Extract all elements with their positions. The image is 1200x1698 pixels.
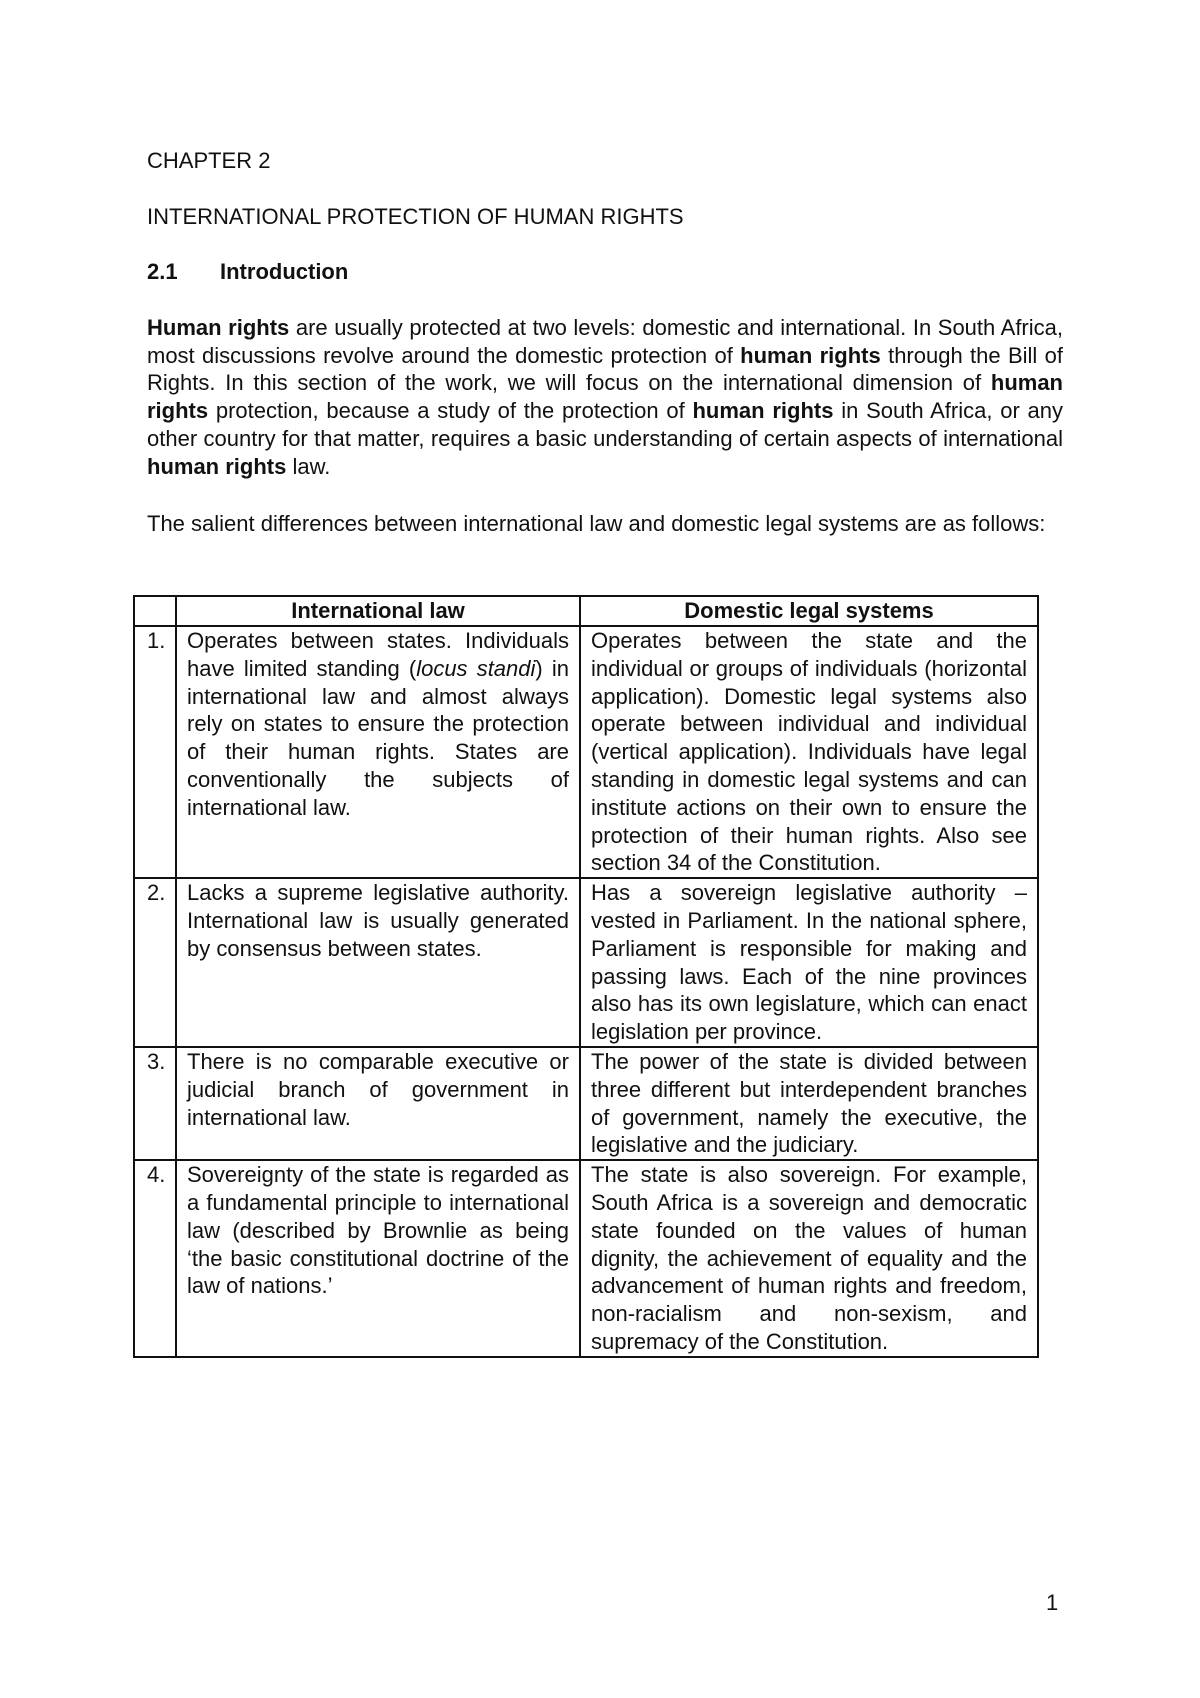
emphasis-term: human rights — [147, 370, 1063, 424]
section-title: Introduction — [220, 259, 349, 284]
cell-text: Operates between states. Individuals have limited standing ( — [187, 628, 569, 681]
differences-intro-paragraph: The salient differences between international law and domestic legal systems are as follows: — [147, 511, 1046, 536]
row-number: 4. — [147, 1162, 166, 1188]
domestic-legal-systems-cell: Has a sovereign legislative authority – vested in Parliament. In the national sphere, Parliament is responsible for making and passing laws. Each of the nine provinces also has its own legislature, which can enact legislation per province. — [580, 878, 1038, 1047]
intro-paragraph — [147, 314, 1063, 480]
latin-term: locus standi — [416, 655, 536, 681]
emphasis-term: human rights — [692, 398, 834, 424]
row-number-cell — [134, 626, 176, 878]
international-law-cell — [176, 1047, 580, 1160]
table-row — [134, 1160, 1038, 1357]
international-law-cell — [176, 626, 580, 878]
domestic-legal-systems-cell: Operates between the state and the individual or groups of individuals (horizontal application). Domestic legal systems also operate between individual and individual (vertical application). Individuals have legal standing in domestic legal systems and can institute actions on their own to ensure the protection of their human rights. Also see section 34 of the Constitution. — [580, 626, 1038, 878]
international-law-cell — [176, 1160, 580, 1357]
table-body — [134, 626, 1038, 1357]
table-header-domestic-legal-systems: Domestic legal systems — [580, 596, 1038, 626]
row-number-cell — [134, 1047, 176, 1160]
paragraph-text: in South Africa, or any other country for that matter, requires a basic understanding of certain aspects of international — [147, 398, 1063, 451]
paragraph-text: law. — [286, 453, 331, 479]
table-header-international-law: International law — [176, 596, 580, 626]
emphasis-term: Human rights — [147, 315, 290, 340]
chapter-label: CHAPTER 2 — [147, 148, 271, 173]
row-number-cell — [134, 878, 176, 1047]
table-row — [134, 1047, 1038, 1160]
chapter-title: INTERNATIONAL PROTECTION OF HUMAN RIGHTS — [147, 204, 684, 229]
row-number: 2. — [147, 880, 166, 906]
row-number: 3. — [147, 1048, 166, 1074]
paragraph-text: through the Bill of Rights. In this section of the work, we will focus on the international dimension of — [147, 342, 1063, 396]
cell-text: ) in international law and almost always rely on states to ensure the protection of their human rights. States are conventionally the subjects of international law. — [187, 655, 569, 820]
table-row — [134, 878, 1038, 1047]
domestic-legal-systems-cell: The power of the state is divided between three different but interdependent branches of government, namely the executive, the legislative and the judiciary. — [580, 1047, 1038, 1160]
cell-text: Lacks a supreme legislative authority. International law is usually generated by consensus between states. — [187, 880, 569, 961]
international-law-cell — [176, 878, 580, 1047]
table-header-number — [134, 596, 176, 626]
paragraph-text: are usually protected at two levels: domestic and international. In South Africa, most discussions revolve around the domestic protection of — [147, 315, 1063, 368]
section-number: 2.1 — [147, 259, 178, 284]
paragraph-text: protection, because a study of the protection of — [208, 398, 693, 424]
cell-text: There is no comparable executive or judicial branch of government in international law. — [187, 1048, 569, 1130]
row-number: 1. — [147, 628, 166, 653]
emphasis-term: human rights — [147, 453, 287, 479]
emphasis-term: human rights — [740, 342, 881, 368]
table-header-row — [134, 596, 1038, 626]
comparison-table — [133, 595, 1039, 1358]
table-row — [134, 626, 1038, 878]
page-number: 1 — [1046, 1590, 1059, 1615]
row-number-cell — [134, 1160, 176, 1357]
cell-text: Sovereignty of the state is regarded as a fundamental principle to international law (described by Brownlie as being ‘the basic constitutional doctrine of the law of nations.’ — [187, 1162, 569, 1299]
section-heading — [147, 258, 348, 286]
domestic-legal-systems-cell: The state is also sovereign. For example, South Africa is a sovereign and democratic state founded on the values of human dignity, the achievement of equality and the advancement of human rights and freedom, non-racialism and non-sexism, and supremacy of the Constitution. — [580, 1160, 1038, 1357]
